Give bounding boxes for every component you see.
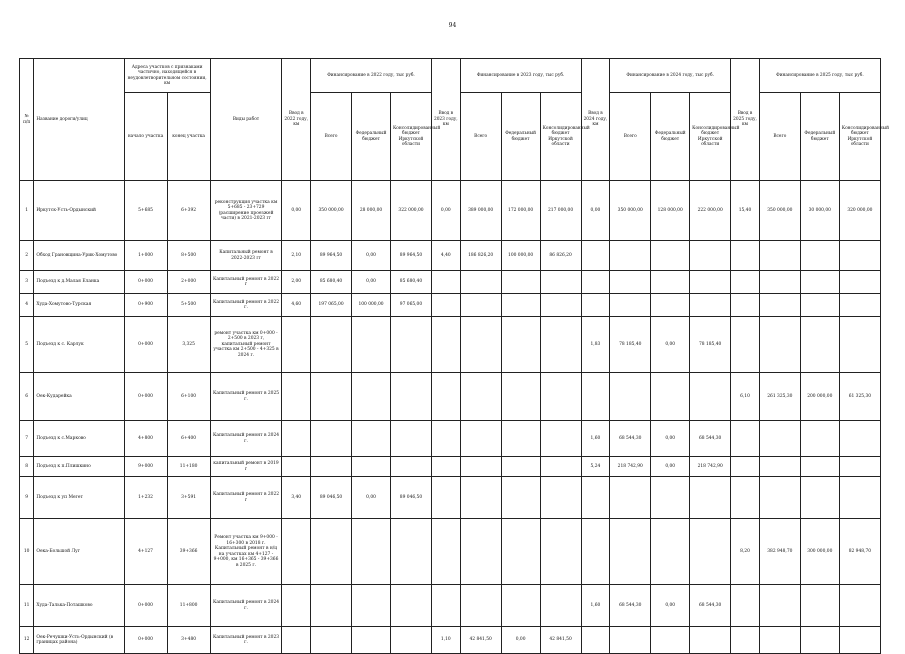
cell-y2022-total: [311, 457, 352, 477]
cell-y2024-federal: [651, 294, 690, 317]
cell-y2022-total: [311, 585, 352, 627]
cell-y2023-regional: [540, 477, 581, 519]
header-regional: Консолидированный бюджет Иркутской области: [540, 93, 581, 181]
cell-y2025-total: [759, 477, 800, 519]
cell-y2022-federal: 0,00: [352, 241, 391, 271]
cell-y2024-total: 78 185,40: [610, 317, 651, 373]
cell-y2024-total: [610, 373, 651, 421]
cell-y2024-total: 68 544,30: [610, 585, 651, 627]
cell-y2022-federal: 0,00: [352, 271, 391, 294]
cell-y2023-total: [460, 271, 501, 294]
header-total: Всего: [610, 93, 651, 181]
cell-work: Капитальный ремонт в 2023 г.: [210, 627, 282, 654]
cell-y2025-commissioning: [731, 271, 760, 294]
cell-y2022-commissioning: 0,00: [282, 181, 311, 241]
cell-y2023-federal: 0,00: [501, 627, 540, 654]
cell-y2022-total: 197 065,00: [311, 294, 352, 317]
header-federal: Федеральный бюджет: [501, 93, 540, 181]
cell-y2023-regional: [540, 317, 581, 373]
cell-y2022-commissioning: [282, 519, 311, 585]
cell-y2022-commissioning: [282, 457, 311, 477]
cell-y2024-commissioning: [581, 271, 610, 294]
cell-y2022-total: 89 046,50: [311, 477, 352, 519]
cell-end: 6+100: [167, 373, 210, 421]
cell-y2024-commissioning: [581, 519, 610, 585]
cell-y2024-federal: 128 000,00: [651, 181, 690, 241]
cell-y2023-commissioning: [431, 457, 460, 477]
cell-y2024-federal: [651, 627, 690, 654]
cell-y2024-total: [610, 271, 651, 294]
cell-y2022-commissioning: 2,00: [282, 271, 311, 294]
cell-work: Капитальный ремонт в 2024 г.: [210, 585, 282, 627]
table-row: [20, 317, 881, 373]
cell-y2023-total: 389 000,00: [460, 181, 501, 241]
cell-end: 3,325: [167, 317, 210, 373]
table-row: [20, 519, 881, 585]
cell-y2025-commissioning: [731, 477, 760, 519]
cell-y2025-regional: [839, 421, 880, 457]
page-number: 94: [448, 22, 457, 29]
cell-work: Капитальный ремонт в 2022 г: [210, 271, 282, 294]
cell-start: 0+000: [124, 585, 167, 627]
table-row: [20, 477, 881, 519]
cell-y2022-total: [311, 317, 352, 373]
header-financing-2024: Финансирование в 2024 году, тыс руб.: [610, 59, 731, 93]
cell-y2025-commissioning: [731, 317, 760, 373]
cell-start: 0+000: [124, 271, 167, 294]
cell-y2022-federal: [352, 317, 391, 373]
cell-y2024-regional: 218 742,90: [690, 457, 731, 477]
cell-n: 3: [20, 271, 34, 294]
cell-name: Оека-Большой Луг: [34, 519, 124, 585]
cell-n: 12: [20, 627, 34, 654]
cell-y2023-commissioning: [431, 317, 460, 373]
cell-start: 0+900: [124, 294, 167, 317]
cell-end: 5+500: [167, 294, 210, 317]
cell-y2022-total: 89 964,50: [311, 241, 352, 271]
cell-y2023-regional: [540, 421, 581, 457]
cell-y2025-commissioning: [731, 294, 760, 317]
cell-start: 5+685: [124, 181, 167, 241]
cell-end: 3+480: [167, 627, 210, 654]
cell-y2025-regional: [839, 477, 880, 519]
cell-end: 8+500: [167, 241, 210, 271]
header-total: Всего: [759, 93, 800, 181]
cell-y2023-commissioning: [431, 519, 460, 585]
cell-start: 0+000: [124, 627, 167, 654]
cell-work: реконструкция участка км 5+685 - 23+729 (расширение проезжей части) в 2021-2023 гг: [210, 181, 282, 241]
cell-y2024-total: [610, 477, 651, 519]
cell-y2025-total: [759, 585, 800, 627]
cell-y2022-regional: [390, 317, 431, 373]
cell-y2022-federal: 28 000,00: [352, 181, 391, 241]
header-regional: Консолидированный бюджет Иркутской области: [690, 93, 731, 181]
cell-y2024-commissioning: [581, 627, 610, 654]
cell-y2025-total: 261 325,30: [759, 373, 800, 421]
header-commissioning-2024: Ввод в 2024 году, км: [581, 59, 610, 181]
cell-y2023-regional: [540, 585, 581, 627]
cell-name: Оек-Кударейка: [34, 373, 124, 421]
cell-y2025-total: 382 948,70: [759, 519, 800, 585]
cell-y2025-commissioning: 8,20: [731, 519, 760, 585]
cell-y2024-regional: [690, 294, 731, 317]
cell-y2023-regional: [540, 373, 581, 421]
cell-y2022-federal: [352, 519, 391, 585]
cell-n: 5: [20, 317, 34, 373]
cell-n: 4: [20, 294, 34, 317]
cell-y2022-commissioning: [282, 373, 311, 421]
cell-y2024-regional: [690, 477, 731, 519]
cell-y2024-total: [610, 627, 651, 654]
cell-y2022-total: [311, 373, 352, 421]
cell-y2023-commissioning: [431, 477, 460, 519]
table-body: [20, 181, 881, 654]
table-row: [20, 421, 881, 457]
header-federal: Федеральный бюджет: [651, 93, 690, 181]
table-row: [20, 241, 881, 271]
cell-y2024-federal: [651, 241, 690, 271]
cell-y2025-federal: [800, 627, 839, 654]
cell-y2023-federal: [501, 421, 540, 457]
cell-n: 8: [20, 457, 34, 477]
table-row: [20, 627, 881, 654]
cell-start: 4+127: [124, 519, 167, 585]
cell-y2025-federal: 300 000,00: [800, 519, 839, 585]
cell-work: Капитальный ремонт в 2022 г: [210, 477, 282, 519]
cell-n: 2: [20, 241, 34, 271]
cell-y2025-federal: [800, 294, 839, 317]
cell-n: 10: [20, 519, 34, 585]
cell-y2024-regional: [690, 627, 731, 654]
cell-n: 9: [20, 477, 34, 519]
cell-y2022-regional: [390, 627, 431, 654]
cell-y2024-regional: 68 544,30: [690, 585, 731, 627]
cell-y2025-commissioning: [731, 627, 760, 654]
cell-start: 1+000: [124, 241, 167, 271]
header-num: № п/п: [20, 59, 34, 181]
cell-y2024-total: [610, 241, 651, 271]
cell-y2024-commissioning: [581, 241, 610, 271]
header-commissioning-2025: Ввод в 2025 году, км: [731, 59, 760, 181]
cell-y2022-commissioning: [282, 585, 311, 627]
cell-y2023-federal: [501, 457, 540, 477]
cell-end: 2+000: [167, 271, 210, 294]
cell-y2022-regional: [390, 519, 431, 585]
cell-y2023-federal: [501, 519, 540, 585]
cell-y2022-regional: 89 964,50: [390, 241, 431, 271]
cell-end: 39+366: [167, 519, 210, 585]
header-federal: Федеральный бюджет: [352, 93, 391, 181]
cell-y2024-regional: [690, 373, 731, 421]
cell-y2024-regional: 78 185,40: [690, 317, 731, 373]
cell-y2023-regional: [540, 294, 581, 317]
cell-y2023-federal: [501, 373, 540, 421]
cell-y2022-regional: 85 680,40: [390, 271, 431, 294]
cell-y2022-regional: [390, 373, 431, 421]
cell-y2025-federal: [800, 317, 839, 373]
cell-y2025-total: [759, 421, 800, 457]
cell-start: 0+000: [124, 317, 167, 373]
cell-name: Подъезд к с.Марково: [34, 421, 124, 457]
cell-work: ремонт участка км 0+000 - 2+500 в 2023 г, капитальный ремонт участка км 2+500 - 4+325 в 2024 г.: [210, 317, 282, 373]
cell-y2024-regional: [690, 519, 731, 585]
cell-y2024-regional: 68 544,30: [690, 421, 731, 457]
cell-y2025-commissioning: 6,10: [731, 373, 760, 421]
table-row: [20, 373, 881, 421]
cell-y2023-total: [460, 477, 501, 519]
table-row: [20, 294, 881, 317]
cell-y2023-total: [460, 585, 501, 627]
cell-y2024-federal: 0,00: [651, 421, 690, 457]
cell-y2023-total: 186 826,20: [460, 241, 501, 271]
cell-y2024-federal: [651, 373, 690, 421]
cell-end: 11+180: [167, 457, 210, 477]
cell-y2024-total: 218 742,90: [610, 457, 651, 477]
cell-start: 0+000: [124, 373, 167, 421]
cell-y2023-commissioning: [431, 585, 460, 627]
cell-y2022-regional: [390, 457, 431, 477]
table-row: [20, 271, 881, 294]
cell-y2022-federal: [352, 421, 391, 457]
cell-y2025-regional: [839, 627, 880, 654]
cell-y2022-total: [311, 519, 352, 585]
cell-y2024-commissioning: [581, 294, 610, 317]
cell-y2023-commissioning: [431, 421, 460, 457]
cell-y2022-commissioning: 4,60: [282, 294, 311, 317]
cell-y2023-commissioning: [431, 271, 460, 294]
cell-y2025-regional: [839, 585, 880, 627]
cell-y2025-regional: 320 000,00: [839, 181, 880, 241]
cell-start: 1+232: [124, 477, 167, 519]
cell-y2023-regional: [540, 457, 581, 477]
cell-y2024-commissioning: 1,83: [581, 317, 610, 373]
cell-end: 3+591: [167, 477, 210, 519]
cell-work: капитальный ремонт в 2019 г: [210, 457, 282, 477]
cell-y2023-commissioning: [431, 294, 460, 317]
cell-y2024-regional: [690, 271, 731, 294]
cell-start: 4+800: [124, 421, 167, 457]
cell-y2023-total: [460, 373, 501, 421]
cell-name: Подъезд к уп Мегет: [34, 477, 124, 519]
cell-y2022-regional: [390, 421, 431, 457]
financing-table: [19, 58, 889, 654]
cell-y2023-commissioning: 4,40: [431, 241, 460, 271]
table-row: [20, 181, 881, 241]
cell-y2022-federal: 100 000,00: [352, 294, 391, 317]
cell-y2025-total: [759, 241, 800, 271]
table-row: [20, 585, 881, 627]
cell-y2022-federal: [352, 585, 391, 627]
cell-y2025-federal: 200 000,00: [800, 373, 839, 421]
cell-y2023-regional: 86 826,20: [540, 241, 581, 271]
cell-y2025-commissioning: 15,40: [731, 181, 760, 241]
cell-y2025-federal: [800, 421, 839, 457]
cell-y2025-federal: 30 000,00: [800, 181, 839, 241]
cell-y2024-federal: 0,00: [651, 585, 690, 627]
header-financing-2025: Финансирование в 2025 году, тыс руб.: [759, 59, 880, 93]
header-regional: Консолидированный бюджет Иркутской области: [390, 93, 431, 181]
cell-y2025-federal: [800, 477, 839, 519]
cell-y2023-total: [460, 519, 501, 585]
cell-y2022-total: [311, 627, 352, 654]
cell-y2023-federal: [501, 294, 540, 317]
header-total: Всего: [460, 93, 501, 181]
cell-y2024-federal: [651, 477, 690, 519]
cell-y2024-commissioning: 0,00: [581, 181, 610, 241]
cell-y2023-commissioning: 1,10: [431, 627, 460, 654]
cell-end: 6+392: [167, 181, 210, 241]
cell-n: 1: [20, 181, 34, 241]
cell-work: Капитальный ремонт в 2025 г.: [210, 373, 282, 421]
cell-y2023-total: [460, 421, 501, 457]
cell-y2024-federal: [651, 519, 690, 585]
header-commissioning-2023: Ввод в 2023 году, км: [431, 59, 460, 181]
cell-y2022-federal: [352, 373, 391, 421]
cell-start: 9+000: [124, 457, 167, 477]
cell-y2023-total: [460, 317, 501, 373]
cell-y2024-federal: [651, 271, 690, 294]
cell-name: Обход Грановщина-Урик-Хомутово: [34, 241, 124, 271]
cell-y2024-commissioning: [581, 477, 610, 519]
cell-name: Оек-Речушки-Усть-Ордынский (в границах района): [34, 627, 124, 654]
cell-name: Иркутск-Усть-Ордынский: [34, 181, 124, 241]
cell-name: Худа-Талька-Поташково: [34, 585, 124, 627]
cell-y2022-total: 85 680,40: [311, 271, 352, 294]
cell-y2025-total: 350 000,00: [759, 181, 800, 241]
cell-y2023-total: [460, 294, 501, 317]
cell-y2025-regional: 82 948,70: [839, 519, 880, 585]
cell-y2023-federal: [501, 477, 540, 519]
cell-y2025-regional: [839, 294, 880, 317]
cell-y2025-commissioning: [731, 457, 760, 477]
cell-y2022-federal: [352, 457, 391, 477]
cell-y2022-commissioning: 3,40: [282, 477, 311, 519]
cell-work: Капитальный ремонт в 2024 г.: [210, 421, 282, 457]
header-address-group: Адреса участков с признаками частично, находящейся в неудовлетворительном состоянии, км: [124, 59, 210, 93]
header-financing-2022: Финансирование в 2022 году, тыс руб.: [311, 59, 432, 93]
header-regional: Консолидированный бюджет Иркутской области: [839, 93, 880, 181]
cell-y2025-total: [759, 317, 800, 373]
cell-y2024-total: [610, 294, 651, 317]
cell-work: Капитальный ремонт в 2022-2023 гг: [210, 241, 282, 271]
cell-end: 6+400: [167, 421, 210, 457]
cell-y2024-total: [610, 519, 651, 585]
header-commissioning-2022: Ввод в 2022 году, км: [282, 59, 311, 181]
cell-y2023-federal: 172 000,00: [501, 181, 540, 241]
cell-y2025-total: [759, 271, 800, 294]
cell-y2024-federal: 0,00: [651, 457, 690, 477]
cell-y2023-federal: [501, 585, 540, 627]
cell-y2025-total: [759, 457, 800, 477]
cell-y2025-regional: [839, 317, 880, 373]
cell-y2023-regional: 42 841,50: [540, 627, 581, 654]
cell-y2024-total: 68 544,30: [610, 421, 651, 457]
cell-y2022-regional: 322 000,00: [390, 181, 431, 241]
cell-y2025-regional: [839, 457, 880, 477]
cell-y2024-total: 350 000,00: [610, 181, 651, 241]
cell-name: Худа-Хомутово-Турская: [34, 294, 124, 317]
cell-y2023-commissioning: 0,00: [431, 181, 460, 241]
table-row: [20, 457, 881, 477]
cell-n: 6: [20, 373, 34, 421]
cell-y2025-regional: 61 325,30: [839, 373, 880, 421]
cell-y2025-regional: [839, 241, 880, 271]
cell-y2023-regional: [540, 519, 581, 585]
header-financing-2023: Финансирование в 2023 году, тыс руб.: [460, 59, 581, 93]
cell-y2022-regional: 97 065,00: [390, 294, 431, 317]
cell-y2024-federal: 0,00: [651, 317, 690, 373]
cell-y2022-commissioning: [282, 421, 311, 457]
cell-y2024-commissioning: 1,60: [581, 585, 610, 627]
cell-y2024-commissioning: 5,24: [581, 457, 610, 477]
cell-y2022-commissioning: 2,10: [282, 241, 311, 271]
cell-y2025-regional: [839, 271, 880, 294]
header-start: начало участка: [124, 93, 167, 181]
cell-y2024-commissioning: [581, 373, 610, 421]
cell-y2025-commissioning: [731, 421, 760, 457]
cell-y2025-total: [759, 294, 800, 317]
cell-y2022-federal: [352, 627, 391, 654]
cell-y2023-regional: 217 000,00: [540, 181, 581, 241]
cell-y2025-commissioning: [731, 585, 760, 627]
cell-y2022-regional: [390, 585, 431, 627]
cell-y2024-regional: 222 000,00: [690, 181, 731, 241]
cell-name: Подъезд к д.Малая Еланка: [34, 271, 124, 294]
cell-y2022-total: 350 000,00: [311, 181, 352, 241]
cell-y2023-federal: [501, 271, 540, 294]
cell-y2024-regional: [690, 241, 731, 271]
cell-y2023-total: [460, 457, 501, 477]
header-total: Всего: [311, 93, 352, 181]
cell-work: Капитальный ремонт в 2022 г.: [210, 294, 282, 317]
cell-y2023-commissioning: [431, 373, 460, 421]
cell-y2024-commissioning: 1,60: [581, 421, 610, 457]
cell-y2022-regional: 89 046,50: [390, 477, 431, 519]
cell-y2025-total: [759, 627, 800, 654]
cell-y2023-total: 42 841,50: [460, 627, 501, 654]
cell-end: 11+800: [167, 585, 210, 627]
cell-n: 7: [20, 421, 34, 457]
cell-y2022-total: [311, 421, 352, 457]
cell-y2022-federal: 0,00: [352, 477, 391, 519]
cell-n: 11: [20, 585, 34, 627]
cell-y2023-federal: 100 000,00: [501, 241, 540, 271]
cell-y2023-federal: [501, 317, 540, 373]
cell-y2025-federal: [800, 585, 839, 627]
cell-y2025-federal: [800, 271, 839, 294]
header-road-name: Название дороги/улиц: [34, 59, 124, 181]
cell-y2025-commissioning: [731, 241, 760, 271]
cell-name: Подъезд к с. Карлук: [34, 317, 124, 373]
cell-y2022-commissioning: [282, 317, 311, 373]
header-end: конец участка: [167, 93, 210, 181]
cell-y2022-commissioning: [282, 627, 311, 654]
cell-name: Подъезд к п.Плишкино: [34, 457, 124, 477]
header-federal: Федеральный бюджет: [800, 93, 839, 181]
cell-work: Ремонт участка км 9+000 - 16+300 в 2018 г. Капитальный ремонт в н/ц на участках км 4+127 - 9+000, км 16+365 - 39+366 в 2025 г.: [210, 519, 282, 585]
header-work-type: Виды работ: [210, 59, 282, 181]
cell-y2025-federal: [800, 241, 839, 271]
cell-y2025-federal: [800, 457, 839, 477]
cell-y2023-regional: [540, 271, 581, 294]
